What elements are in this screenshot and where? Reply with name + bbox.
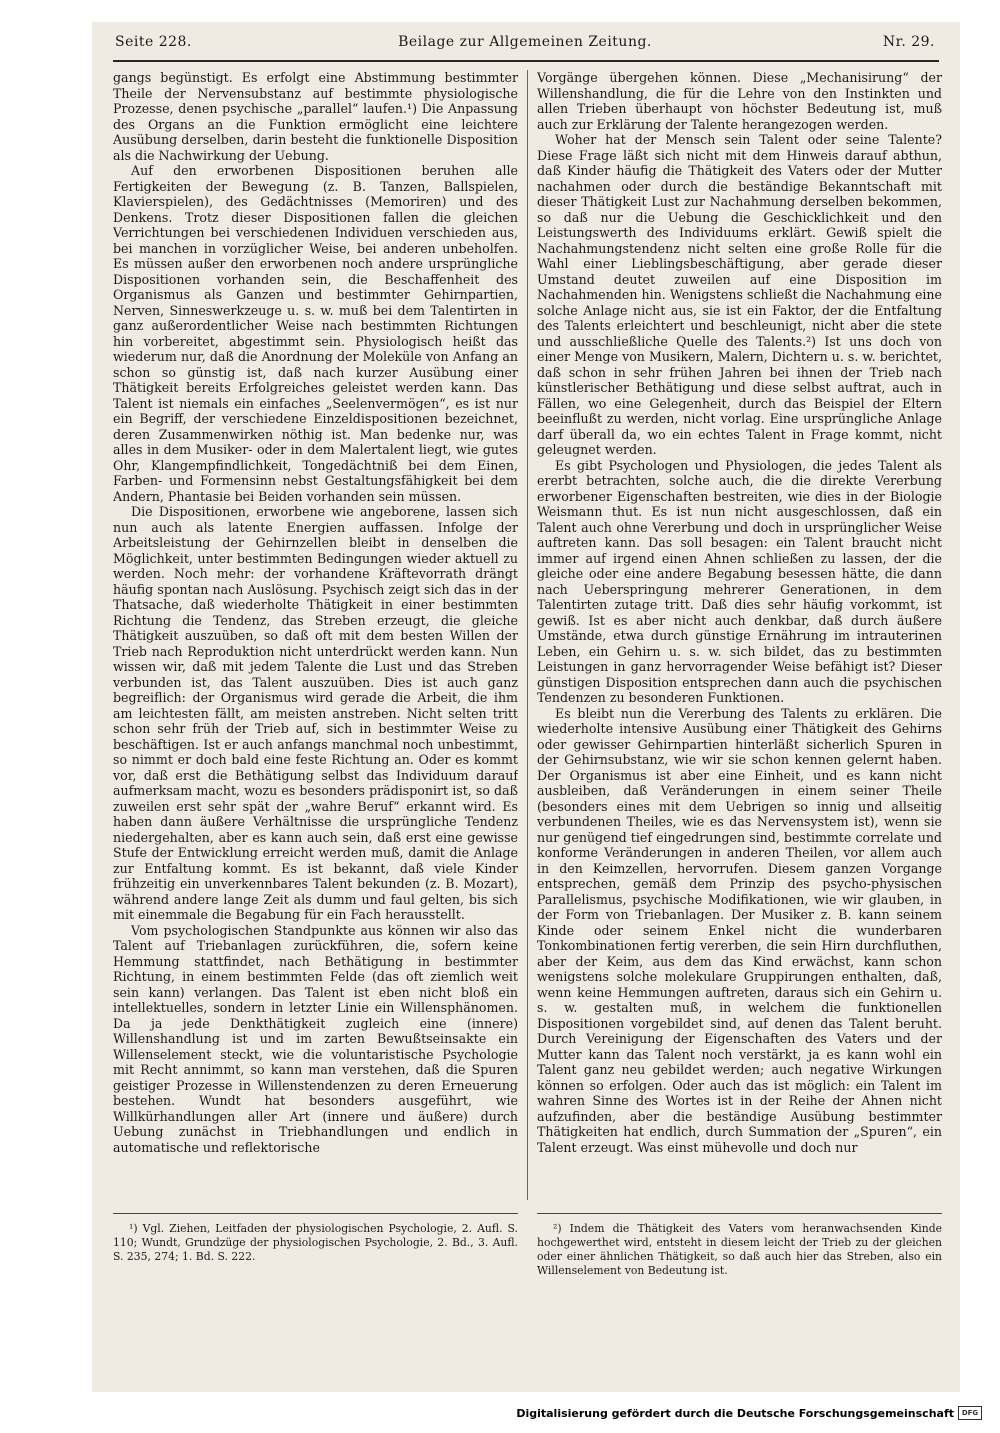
paragraph: Es bleibt nun die Vererbung des Talents zu erklären. Die wiederholte intensive Ausübung einer Thätigkeit des Gehirns oder gewisser Gehirnpartien hinterläßt sicherlich Spuren in der Gehirnsubstanz, wie wir sie schon kennen gelernt haben. Der Organismus ist aber eine Einheit, und es kann nicht ausbleiben, daß Veränderungen in einem seiner Theile (besonders eines mit dem Uebrigen so innig und allseitig verbundenen Theiles, wie es das Nervensystem ist), wenn sie nur genügend tief eingedrungen sind, bestimmte correlate und konforme Veränderungen in anderen Theilen, vor allem auch in den Keimzellen, hervorrufen. Diesem ganzen Vorgange entsprechen, gemäß dem Prinzip des psycho-physischen Parallelismus, psychische Modifikationen, wie wir glauben, in der Form von Triebanlagen. Der Musiker z. B. kann seinem Kinde oder seinem Enkel nicht die wunderbaren Tonkombinationen fertig vererben, die sein Hirn durchfluthen, aber der Keim, aus dem das Kind erwächst, kann schon wenigstens solche molekulare Gruppirungen enthalten, daß, wenn keine Hemmungen auftreten, daraus sich ein Gehirn u. s. w. gestalten muß, in welchem die funktionellen Dispositionen vorgebildet sind, auf denen das Talent beruht. Durch Vereinigung der Eigenschaften des Vaters und der Mutter kann das Talent noch verstärkt, ja es kann wohl ein Talent ganz neu gebildet werden; auch negative Wirkungen können so erfolgen. Oder auch das ist möglich: ein Talent im wahren Sinne des Wortes ist in der Reihe der Ahnen nicht aufzufinden, aber die beständige Ausübung bestimmter Thätigkeiten hat endlich, durch Summation der „Spuren“, ein Talent erzeugt. Was einst mühevolle und doch nur [537, 705, 942, 1155]
right-column [537, 70, 942, 1200]
paragraph: Vorgänge übergehen können. Diese „Mechanisirung“ der Willenshandlung, die für die Lehre von den Instinkten und allen Trieben überhaupt von höchster Bedeutung ist, muß auch zur Erklärung der Talente herangezogen werden. [537, 70, 942, 132]
column-divider [527, 70, 528, 1200]
header-rule [113, 60, 939, 62]
publication-title: Beilage zur Allgemeinen Zeitung. [398, 34, 652, 50]
paragraph: gangs begünstigt. Es erfolgt eine Abstimmung bestimmter Theile der Nervensubstanz auf bestimmte physiologische Prozesse, denen psychische „parallel“ laufen.¹) Die Anpassung des Organs an die Funktion ermöglicht eine leichtere Ausübung derselben, darin besteht die funktionelle Disposition als die Nachwirkung der Uebung. [113, 70, 518, 163]
paragraph: Woher hat der Mensch sein Talent oder seine Talente? Diese Frage läßt sich nicht mit dem Hinweis darauf abthun, daß Kinder häufig die Thätigkeit des Vaters oder der Mutter nachahmen oder durch die beständige Bekanntschaft mit dieser Thätigkeit Lust zur Nachahmung derselben bekommen, so daß nur die Uebung die Geschicklichkeit und den Leistungswerth des Individuums erklärt. Gewiß spielt die Nachahmungstendenz nicht selten eine große Rolle für die Wahl einer Lieblingsbeschäftigung, aber gerade dieser Umstand deutet zuweilen auf eine Disposition im Nachahmenden hin. Wenigstens schließt die Nachahmung eine solche Anlage nicht aus, sie ist ein Faktor, der die Entfaltung des Talents erleichtert und beschleunigt, nicht aber die stete und ausschließliche Quelle des Talents.²) Ist uns doch von einer Menge von Musikern, Malern, Dichtern u. s. w. berichtet, daß schon in sehr frühen Jahren bei ihnen der Trieb nach künstlerischer Bethätigung und diese selbst auftrat, auch in Fällen, wo eine Gelegenheit, durch das Beispiel der Eltern beeinflußt zu werden, nicht vorlag. Eine ursprüngliche Anlage darf überall da, wo ein echtes Talent in Frage kommt, nicht geleugnet werden. [537, 132, 942, 457]
dfg-logo-icon: DFG [958, 1406, 982, 1420]
issue-number: Nr. 29. [882, 34, 935, 50]
footnote-text: ¹) Vgl. Ziehen, Leitfaden der physiologischen Psychologie, 2. Aufl. S. 110; Wundt, Grundzüge der physiologischen Psychologie, 2. Bd., 3. Aufl. S. 235, 274; 1. Bd. S. 222. [113, 1222, 518, 1263]
page-header [115, 34, 935, 56]
footnote-rule-right [537, 1213, 942, 1214]
footnote-text: ²) Indem die Thätigkeit des Vaters vom heranwachsenden Kinde hochgewerthet wird, entsteht in diesem leicht der Trieb zu der gleichen oder einer ähnlichen Thätigkeit, so daß auch hier das Streben, also ein Willenselement von Bedeutung ist. [537, 1222, 942, 1277]
digitization-credit [516, 1404, 982, 1422]
paragraph: Vom psychologischen Standpunkte aus können wir also das Talent auf Triebanlagen zurückführen, die, sofern keine Hemmung stattfindet, nach Bethätigung in bestimmter Richtung, in einem bestimmten Felde (das oft ziemlich weit sein kann) verlangen. Das Talent ist eben nicht bloß ein intellektuelles, sondern in letzter Linie ein Willensphänomen. Da ja jede Denkthätigkeit zugleich eine (innere) Willenshandlung ist und im zarten Bewußtseinsakte ein Willenselement steckt, wie die voluntaristische Psychologie mit Recht annimmt, so kann man verstehen, daß die Spuren geistiger Prozesse in Willenstendenzen zu deren Erneuerung bestehen. Wundt hat besonders ausgeführt, wie Willkürhandlungen aller Art (innere und äußere) durch Uebung zunächst in Triebhandlungen und endlich in automatische und reflektorische [113, 922, 518, 1155]
footnote-rule-left [113, 1213, 518, 1214]
paragraph: Auf den erworbenen Dispositionen beruhen alle Fertigkeiten der Bewegung (z. B. Tanzen, Ballspielen, Klavierspielen), des Gedächtnisses (Memoriren) und des Denkens. Trotz dieser Dispositionen fallen die gleichen Verrichtungen bei verschiedenen Individuen verschieden aus, bei manchen in vorzüglicher Weise, bei anderen unbeholfen. Es müssen außer den erworbenen noch andere ursprüngliche Dispositionen vorhanden sein, die Beschaffenheit des Organismus als Ganzen und bestimmter Gehirnpartien, Nerven, Sinneswerkzeuge u. s. w. muß bei dem Talentirten in ganz außerordentlicher Weise nach bestimmten Richtungen hin vorbereitet, abgestimmt sein. Physiologisch heißt das wiederum nur, daß die Anordnung der Moleküle von Anfang an schon so günstig ist, daß nach kurzer Ausübung einer Thätigkeit bereits Erfolgreiches geleistet werden kann. Das Talent ist niemals ein einfaches „Seelenvermögen“, es ist nur ein Begriff, der verschiedene Einzeldispositionen bezeichnet, deren Zusammenwirken nöthig ist. Man bedenke nur, was alles in dem Musiker- oder in dem Malertalent liegt, wie gutes Ohr, Klangempfindlichkeit, Tongedächtniß bei dem Einen, Farben- und Formensinn nebst Gestaltungsfähigkeit bei dem Andern, Phantasie bei Beiden vorhanden sein müssen. [113, 163, 518, 504]
paragraph: Die Dispositionen, erworbene wie angeborene, lassen sich nun auch als latente Energien auffassen. Infolge der Arbeitsleistung der Gehirnzellen bleibt in denselben die Möglichkeit, unter bestimmten Bedingungen wieder aktuell zu werden. Noch mehr: der vorhandene Kräftevorrath drängt häufig spontan nach Auslösung. Psychisch zeigt sich das in der Thatsache, daß wiederholte Thätigkeit in einer bestimmten Richtung die Tendenz, das Streben erzeugt, die gleiche Thätigkeit auszuüben, so daß oft mit dem besten Willen der Trieb nach Reproduktion nicht unterdrückt werden kann. Nun wissen wir, daß mit jedem Talente die Lust und das Streben verbunden ist, das Talent auszuüben. Dies ist auch ganz begreiflich: der Organismus wird gerade die Arbeit, die ihm am leichtesten fällt, am meisten anstreben. Nicht selten tritt schon sehr früh der Trieb auf, sich in bestimmter Weise zu beschäftigen. Ist er auch anfangs manchmal noch unbestimmt, so nimmt er doch bald eine feste Richtung an. Oder es kommt vor, daß erst die Bethätigung selbst das Individuum darauf aufmerksam macht, wozu es besonders prädisponirt ist, so daß zuweilen erst sehr spät der „wahre Beruf“ erkannt wird. Es haben dann äußere Verhältnisse die ursprüngliche Tendenz niedergehalten, aber es kann auch sein, daß erst eine gewisse Stufe der Entwicklung erreicht werden muß, damit die Anlage zur Entfaltung kommt. Es ist bekannt, daß viele Kinder frühzeitig ein unverkennbares Talent bekunden (z. B. Mozart), während andere lange Zeit als dumm und faul gelten, bis sich mit einemmale die Begabung für ein Fach herausstellt. [113, 504, 518, 922]
left-column [113, 70, 518, 1200]
paragraph: Es gibt Psychologen und Physiologen, die jedes Talent als ererbt betrachten, solche auch, die die direkte Vererbung erworbener Eigenschaften bestreiten, wie dies in der Biologie Weismann thut. Es ist nun nicht ausgeschlossen, daß ein Talent auch ohne Vererbung und doch in ursprünglicher Weise auftreten kann. Das soll besagen: ein Talent braucht nicht immer auf irgend einen Ahnen schließen zu lassen, der die gleiche oder eine andere Begabung besessen hätte, die dann nach Ueberspringung mehrerer Generationen, in dem Talentirten zutage tritt. Daß dies sehr häufig vorkommt, ist gewiß. Ist es aber nicht auch denkbar, daß durch äußere Umstände, etwa durch günstige Ernährung im intrauterinen Leben, ein Gehirn u. s. w. sich bildet, das zu bestimmten Leistungen in ganz hervorragender Weise befähigt ist? Dieser günstigen Disposition entsprechen dann auch die psychischen Tendenzen zu besonderen Funktionen. [537, 457, 942, 705]
page-number: Seite 228. [115, 34, 192, 50]
credit-text: Digitalisierung gefördert durch die Deutsche Forschungsgemeinschaft [516, 1406, 954, 1420]
footnote-left [113, 1222, 518, 1264]
footnote-right [537, 1222, 942, 1278]
